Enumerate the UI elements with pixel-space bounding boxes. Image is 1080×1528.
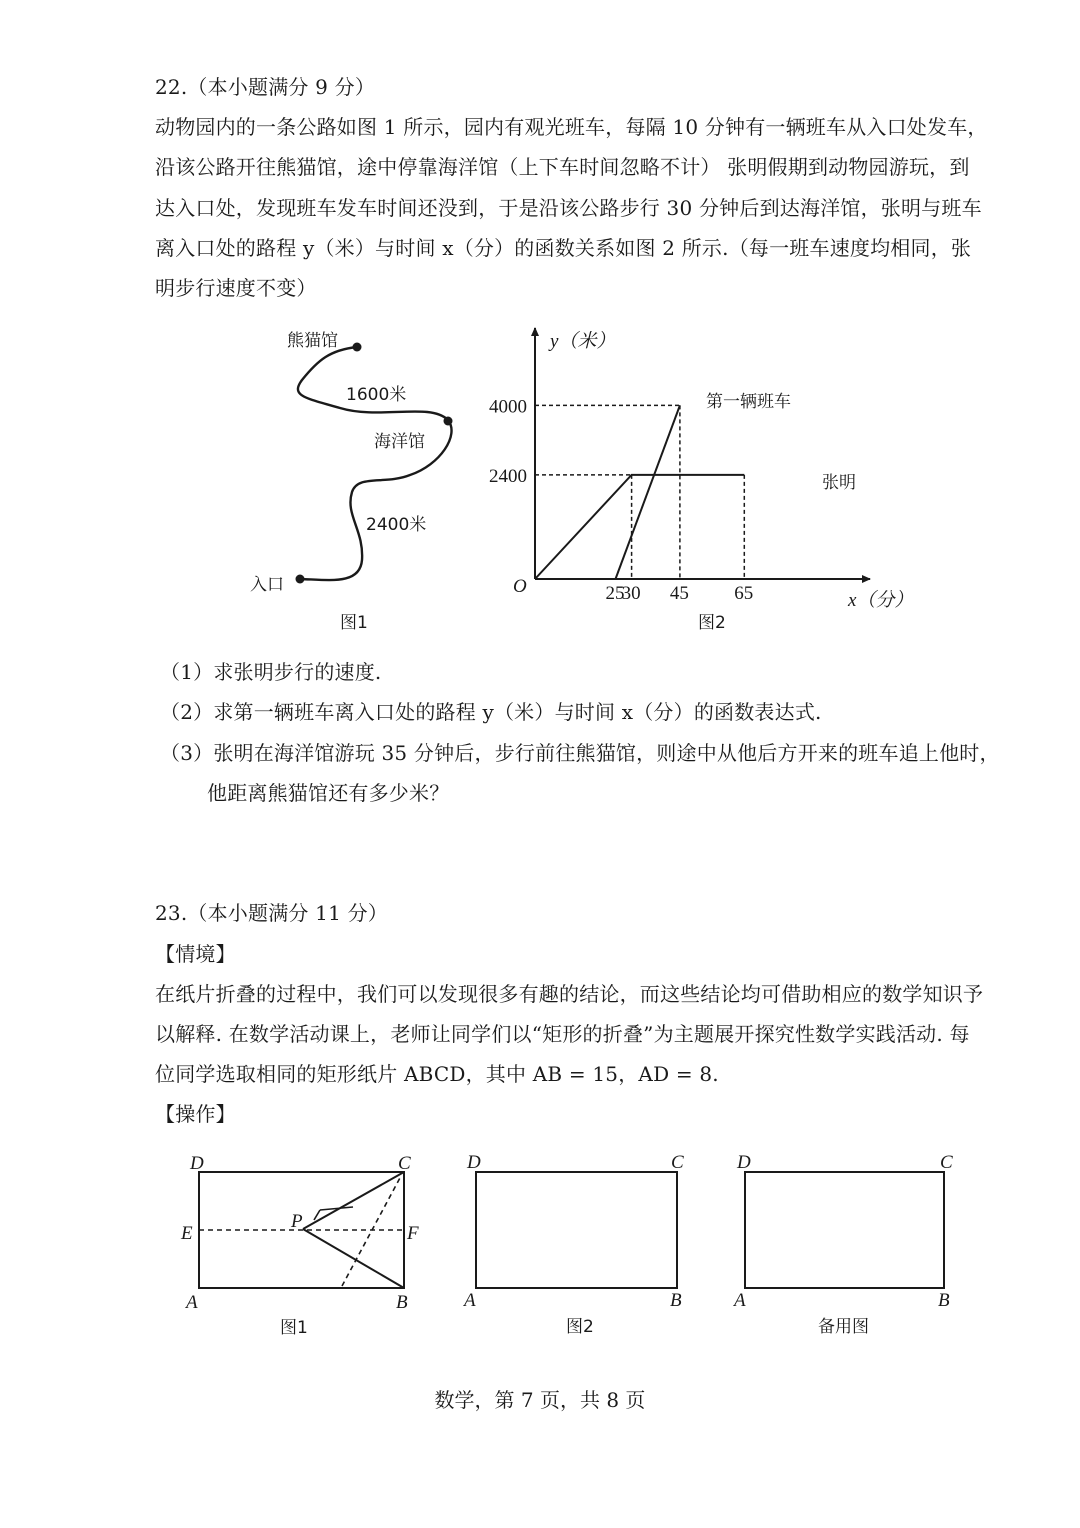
fig1-caption: 图1	[340, 613, 368, 633]
q23-text-line-2: 以解释. 在数学活动课上，老师让同学们以“矩形的折叠”为主题展开探究性数学实践活动. 每	[155, 1022, 970, 1046]
x-tick-label-25: 25	[605, 583, 625, 604]
fig1-label-F: F	[407, 1223, 419, 1244]
q22-question-1: （1）求张明步行的速度.	[160, 660, 382, 684]
q23-fig1	[180, 1153, 419, 1338]
panda-label: 熊猫馆	[287, 331, 338, 351]
spare-label-B: B	[938, 1290, 950, 1311]
fig1-label-D: D	[190, 1153, 204, 1174]
x-tick-label-45: 45	[669, 583, 689, 604]
q22-question-3-cont: 他距离熊猫馆还有多少米？	[207, 781, 450, 805]
q22-text-line-2: 沿该公路开往熊猫馆，途中停靠海洋馆（上下车时间忽略不计） 张明假期到动物园游玩，到	[155, 155, 970, 179]
q22-question-2: （2）求第一辆班车离入口处的路程 y（米）与时间 x（分）的函数表达式.	[160, 700, 822, 724]
ocean-label: 海洋馆	[374, 432, 425, 452]
fig1-label-C: C	[398, 1153, 411, 1174]
spare-caption: 备用图	[818, 1317, 869, 1337]
y-axis-label: y（米）	[550, 331, 616, 352]
y-tick-label-4000: 4000	[489, 396, 527, 418]
x-axis-label: x（分）	[848, 590, 914, 611]
q22-text-line-1: 动物园内的一条公路如图 1 所示，园内有观光班车，每隔 10 分钟有一辆班车从入口处发车，	[155, 115, 988, 139]
origin-label: O	[513, 576, 527, 597]
fig1-label-E: E	[181, 1223, 193, 1244]
y-tick-label-2400: 2400	[489, 465, 527, 487]
fig1-segment-PC	[303, 1172, 404, 1229]
q22-header: 22.（本小题满分 9 分）	[155, 75, 376, 99]
spare-label-A: A	[734, 1290, 746, 1311]
walker-legend-label: 张明	[822, 473, 856, 493]
seg2-label: 2400米	[366, 515, 427, 535]
q23-text-line-1: 在纸片折叠的过程中，我们可以发现很多有趣的结论，而这些结论均可借助相应的数学知识予	[155, 982, 984, 1006]
fig2-label-A: A	[464, 1290, 476, 1311]
fig2-caption: 图2	[566, 1317, 594, 1337]
spare-rectangle	[745, 1172, 944, 1288]
q23-fig2	[462, 1152, 684, 1337]
spare-label-D: D	[737, 1152, 751, 1173]
fig2-label-C: C	[671, 1152, 684, 1173]
x-tick-label-30: 30	[621, 583, 641, 604]
spare-label-C: C	[940, 1152, 953, 1173]
fig2-label-B: B	[670, 1290, 682, 1311]
x-tick-label-65: 65	[734, 583, 754, 604]
q23-header: 23.（本小题满分 11 分）	[155, 901, 388, 925]
q23-spare-fig	[732, 1152, 953, 1337]
entrance-label: 入口	[250, 575, 284, 595]
q22-text-line-4: 离入口处的路程 y（米）与时间 x（分）的函数关系如图 2 所示.（每一班车速度均相同，张	[155, 236, 972, 260]
fig1-label-B: B	[396, 1292, 408, 1313]
fig2-label-D: D	[467, 1152, 481, 1173]
fig1-caption: 图1	[280, 1318, 308, 1338]
bus-legend-label: 第一辆班车	[706, 392, 791, 412]
fig1-label-A: A	[186, 1292, 198, 1313]
q22-text-line-3: 达入口处，发现班车发车时间还没到，于是沿该公路步行 30 分钟后到达海洋馆，张明与班车	[155, 196, 982, 220]
seg1-label: 1600米	[346, 385, 407, 405]
page-footer: 数学，第 7 页，共 8 页	[434, 1388, 646, 1412]
q23-text-line-3: 位同学选取相同的矩形纸片 ABCD，其中 AB = 15，AD = 8.	[155, 1062, 719, 1086]
fig1-segment-PB	[303, 1229, 404, 1288]
q23-operation-title: 【操作】	[155, 1102, 236, 1126]
fig2-rectangle	[476, 1172, 677, 1288]
fig2-caption: 图2	[698, 613, 726, 633]
q22-question-3: （3）张明在海洋馆游玩 35 分钟后，步行前往熊猫馆，则途中从他后方开来的班车追上他时，	[160, 741, 1000, 765]
fig1-label-P: P	[291, 1211, 303, 1232]
q23-context-title: 【情境】	[155, 942, 236, 966]
q22-text-line-5: 明步行速度不变）	[155, 276, 317, 300]
fig1-fold-line-2	[314, 1210, 320, 1220]
